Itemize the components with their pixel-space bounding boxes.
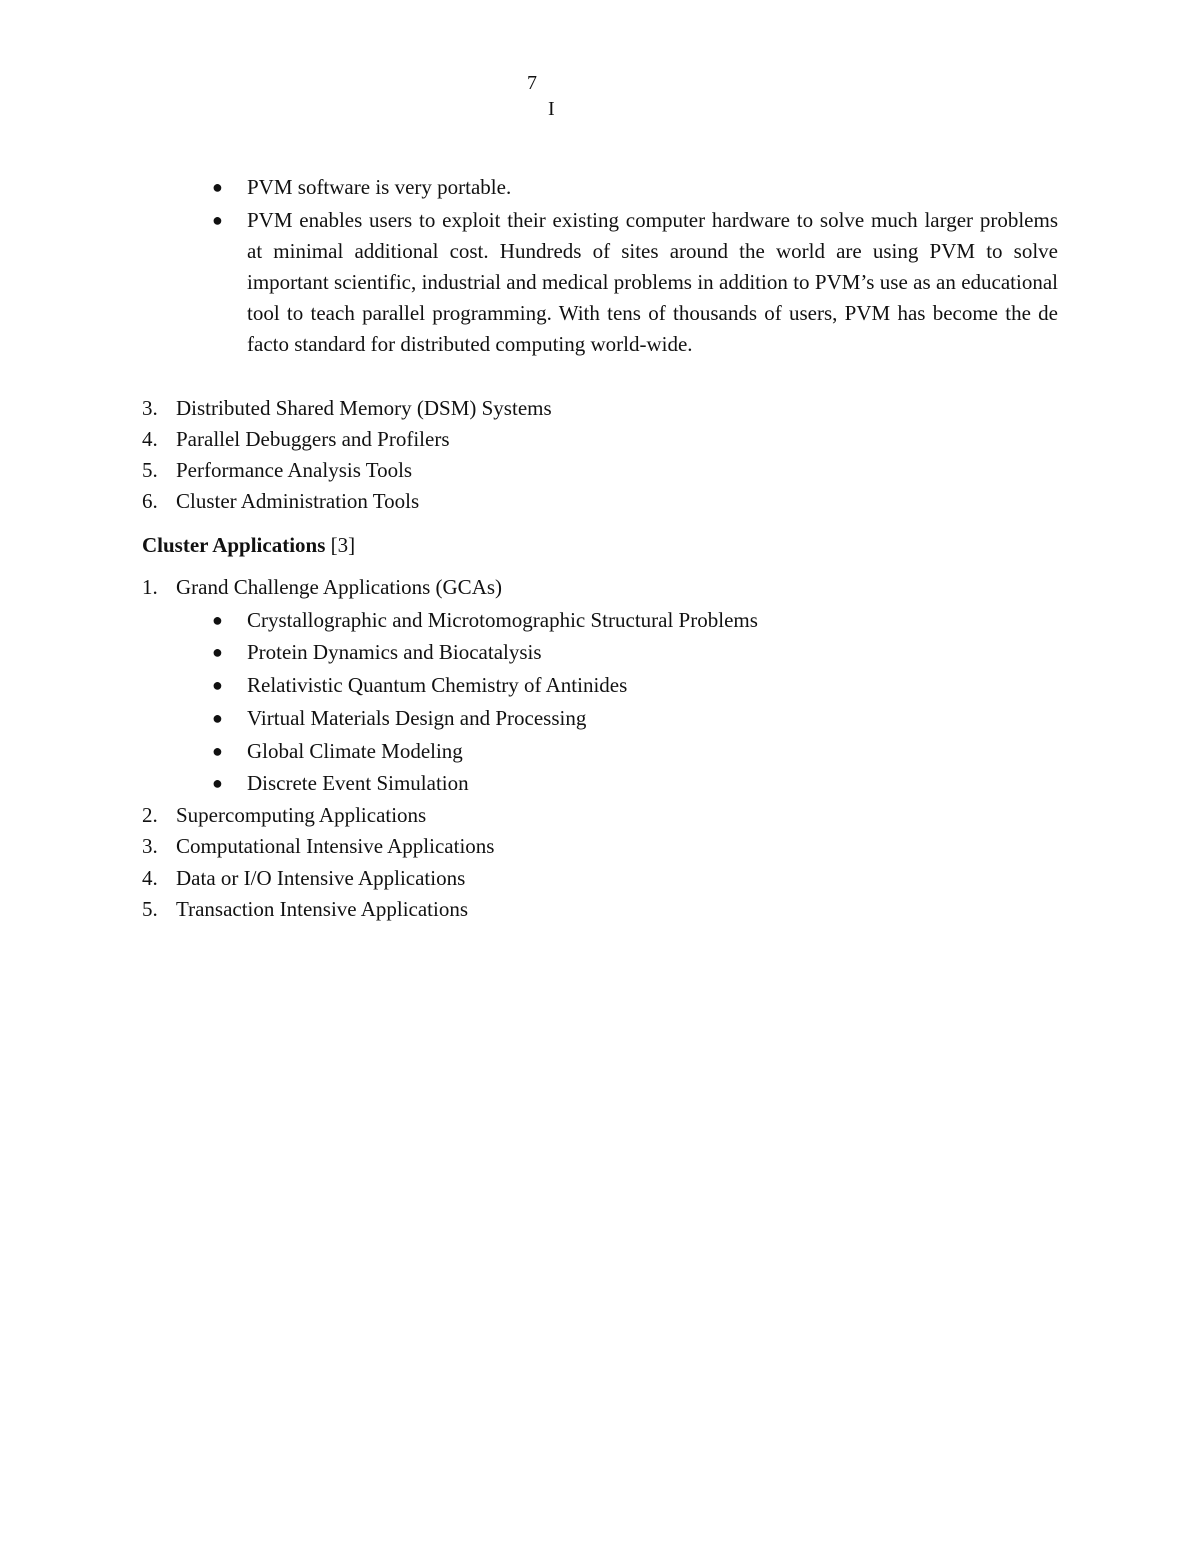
bullet-text: Crystallographic and Microtomographic Structural Problems [247, 608, 758, 632]
list-item [142, 486, 419, 517]
list-number: 4. [142, 866, 158, 890]
bullet-icon: ● [212, 610, 223, 630]
list-item [212, 703, 586, 734]
list-item [212, 768, 469, 799]
bullet-icon: ● [212, 642, 223, 662]
list-number: 1. [142, 575, 158, 599]
bullet-icon: ● [212, 773, 223, 793]
list-item [142, 831, 494, 862]
list-item [212, 205, 1058, 360]
list-item [142, 455, 412, 486]
list-text: Performance Analysis Tools [176, 458, 413, 482]
bullet-icon: ● [212, 675, 223, 695]
list-number: 6. [142, 489, 158, 513]
list-item [212, 736, 463, 767]
list-item [212, 172, 1058, 203]
bullet-icon: ● [212, 177, 223, 197]
text-cursor-mark: I [548, 98, 555, 120]
bullet-text: PVM enables users to exploit their existing computer hardware to solve much larger problems at minimal additional cost. Hundreds of sites around the world are using PVM to solve important scientific, industrial and medical problems in addition to PVM’s use as an educational tool to teach parallel programming. With tens of thousands of users, PVM has become the de facto standard for distributed computing world-wide. [247, 208, 1058, 356]
list-text: Distributed Shared Memory (DSM) Systems [176, 396, 552, 420]
list-text: Data or I/O Intensive Applications [176, 866, 466, 890]
bullet-text: Virtual Materials Design and Processing [247, 706, 587, 730]
list-item [212, 605, 758, 636]
list-item [142, 572, 502, 603]
list-item [212, 670, 627, 701]
citation: [3] [325, 533, 356, 557]
bullet-icon: ● [212, 708, 223, 728]
list-text: Transaction Intensive Applications [176, 897, 469, 921]
bullet-text: Protein Dynamics and Biocatalysis [247, 640, 542, 664]
list-text: Grand Challenge Applications (GCAs) [176, 575, 503, 599]
list-number: 4. [142, 427, 158, 451]
list-text: Cluster Administration Tools [176, 489, 420, 513]
list-text: Computational Intensive Applications [176, 834, 495, 858]
bullet-text: PVM software is very portable. [247, 175, 512, 199]
bullet-icon: ● [212, 210, 223, 230]
list-item [142, 393, 552, 424]
list-item [142, 894, 468, 925]
bullet-text: Relativistic Quantum Chemistry of Antinides [247, 673, 628, 697]
list-text: Supercomputing Applications [176, 803, 427, 827]
bullet-text: Global Climate Modeling [247, 739, 463, 763]
list-item [142, 424, 450, 455]
list-item [142, 800, 426, 831]
list-number: 5. [142, 458, 158, 482]
list-text: Parallel Debuggers and Profilers [176, 427, 450, 451]
bullet-icon: ● [212, 741, 223, 761]
list-number: 5. [142, 897, 158, 921]
bullet-text: Discrete Event Simulation [247, 771, 469, 795]
list-number: 2. [142, 803, 158, 827]
page-number: 7 [527, 72, 537, 94]
section-heading-text: Cluster Applications [142, 533, 326, 557]
list-number: 3. [142, 396, 158, 420]
section-heading [142, 530, 355, 561]
list-number: 3. [142, 834, 158, 858]
list-item [142, 863, 465, 894]
list-item [212, 637, 542, 668]
